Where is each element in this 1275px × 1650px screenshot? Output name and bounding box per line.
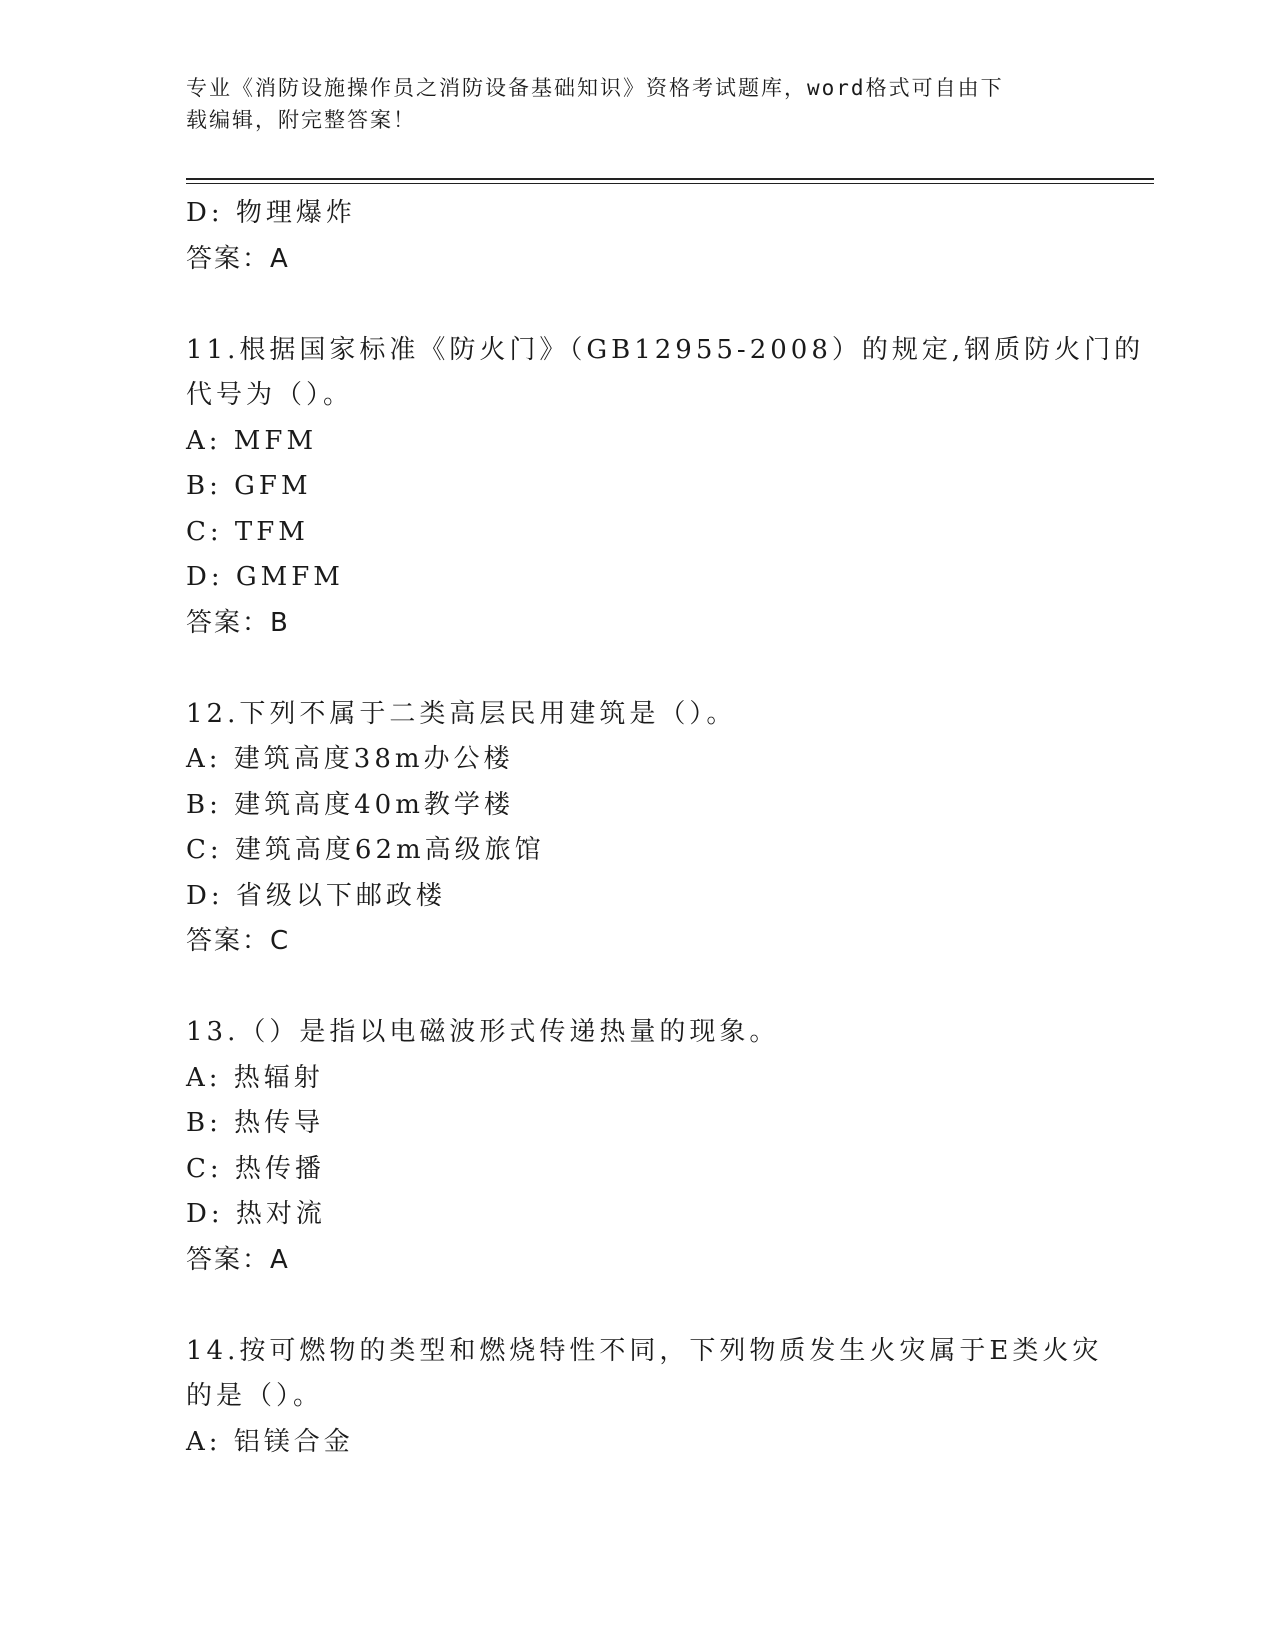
option-c: C: 建筑高度62m高级旅馆 bbox=[186, 835, 545, 865]
page-header bbox=[186, 72, 1066, 136]
question-stem-continued: 的是（）。 bbox=[186, 1381, 324, 1411]
question-block-12 bbox=[186, 692, 1086, 965]
question-block-14 bbox=[186, 1329, 1103, 1466]
question-stem: 11.根据国家标准《防火门》（GB12955-2008）的规定,钢质防火门的 bbox=[186, 334, 1145, 365]
option-c: C: TFM bbox=[186, 516, 309, 547]
option-d: D: 省级以下邮政楼 bbox=[186, 880, 446, 911]
spacer bbox=[186, 646, 1086, 692]
question-block-10 bbox=[186, 191, 1086, 282]
header-line-1: 专业《消防设施操作员之消防设备基础知识》资格考试题库，word格式可自由下 bbox=[186, 76, 1004, 100]
question-block-11 bbox=[186, 328, 1145, 647]
question-stem: 13.（）是指以电磁波形式传递热量的现象。 bbox=[186, 1017, 780, 1047]
answer-line: 答案：A bbox=[186, 1244, 290, 1275]
question-block-13 bbox=[186, 1010, 1086, 1283]
option-d: D: 热对流 bbox=[186, 1199, 326, 1229]
option-a: A: 建筑高度38m办公楼 bbox=[186, 744, 514, 774]
spacer bbox=[186, 282, 1086, 328]
question-list bbox=[186, 191, 1145, 1465]
option-b: B: GFM bbox=[186, 471, 312, 501]
option-a: A: 热辐射 bbox=[186, 1062, 324, 1093]
answer-line: 答案：C bbox=[186, 926, 291, 956]
answer-line: 答案：B bbox=[186, 607, 290, 638]
header-divider-thin bbox=[186, 183, 1154, 184]
option-d: D: 物理爆炸 bbox=[186, 198, 356, 228]
spacer bbox=[186, 965, 1086, 1011]
spacer bbox=[186, 1283, 1086, 1329]
option-a: A: 铝镁合金 bbox=[186, 1426, 354, 1457]
answer-line: 答案：A bbox=[186, 243, 290, 274]
header-line-2: 载编辑，附完整答案！ bbox=[186, 108, 416, 132]
question-stem: 14.按可燃物的类型和燃烧特性不同，下列物质发生火灾属于E类火灾 bbox=[186, 1335, 1103, 1366]
question-stem: 12.下列不属于二类高层民用建筑是（）。 bbox=[186, 698, 737, 729]
option-d: D: GMFM bbox=[186, 562, 344, 592]
option-a: A: MFM bbox=[186, 425, 318, 456]
option-b: B: 热传导 bbox=[186, 1108, 325, 1138]
option-c: C: 热传播 bbox=[186, 1153, 325, 1184]
option-b: B: 建筑高度40m教学楼 bbox=[186, 789, 514, 820]
question-stem-continued: 代号为（）。 bbox=[186, 380, 354, 410]
header-divider-thick bbox=[186, 178, 1154, 180]
